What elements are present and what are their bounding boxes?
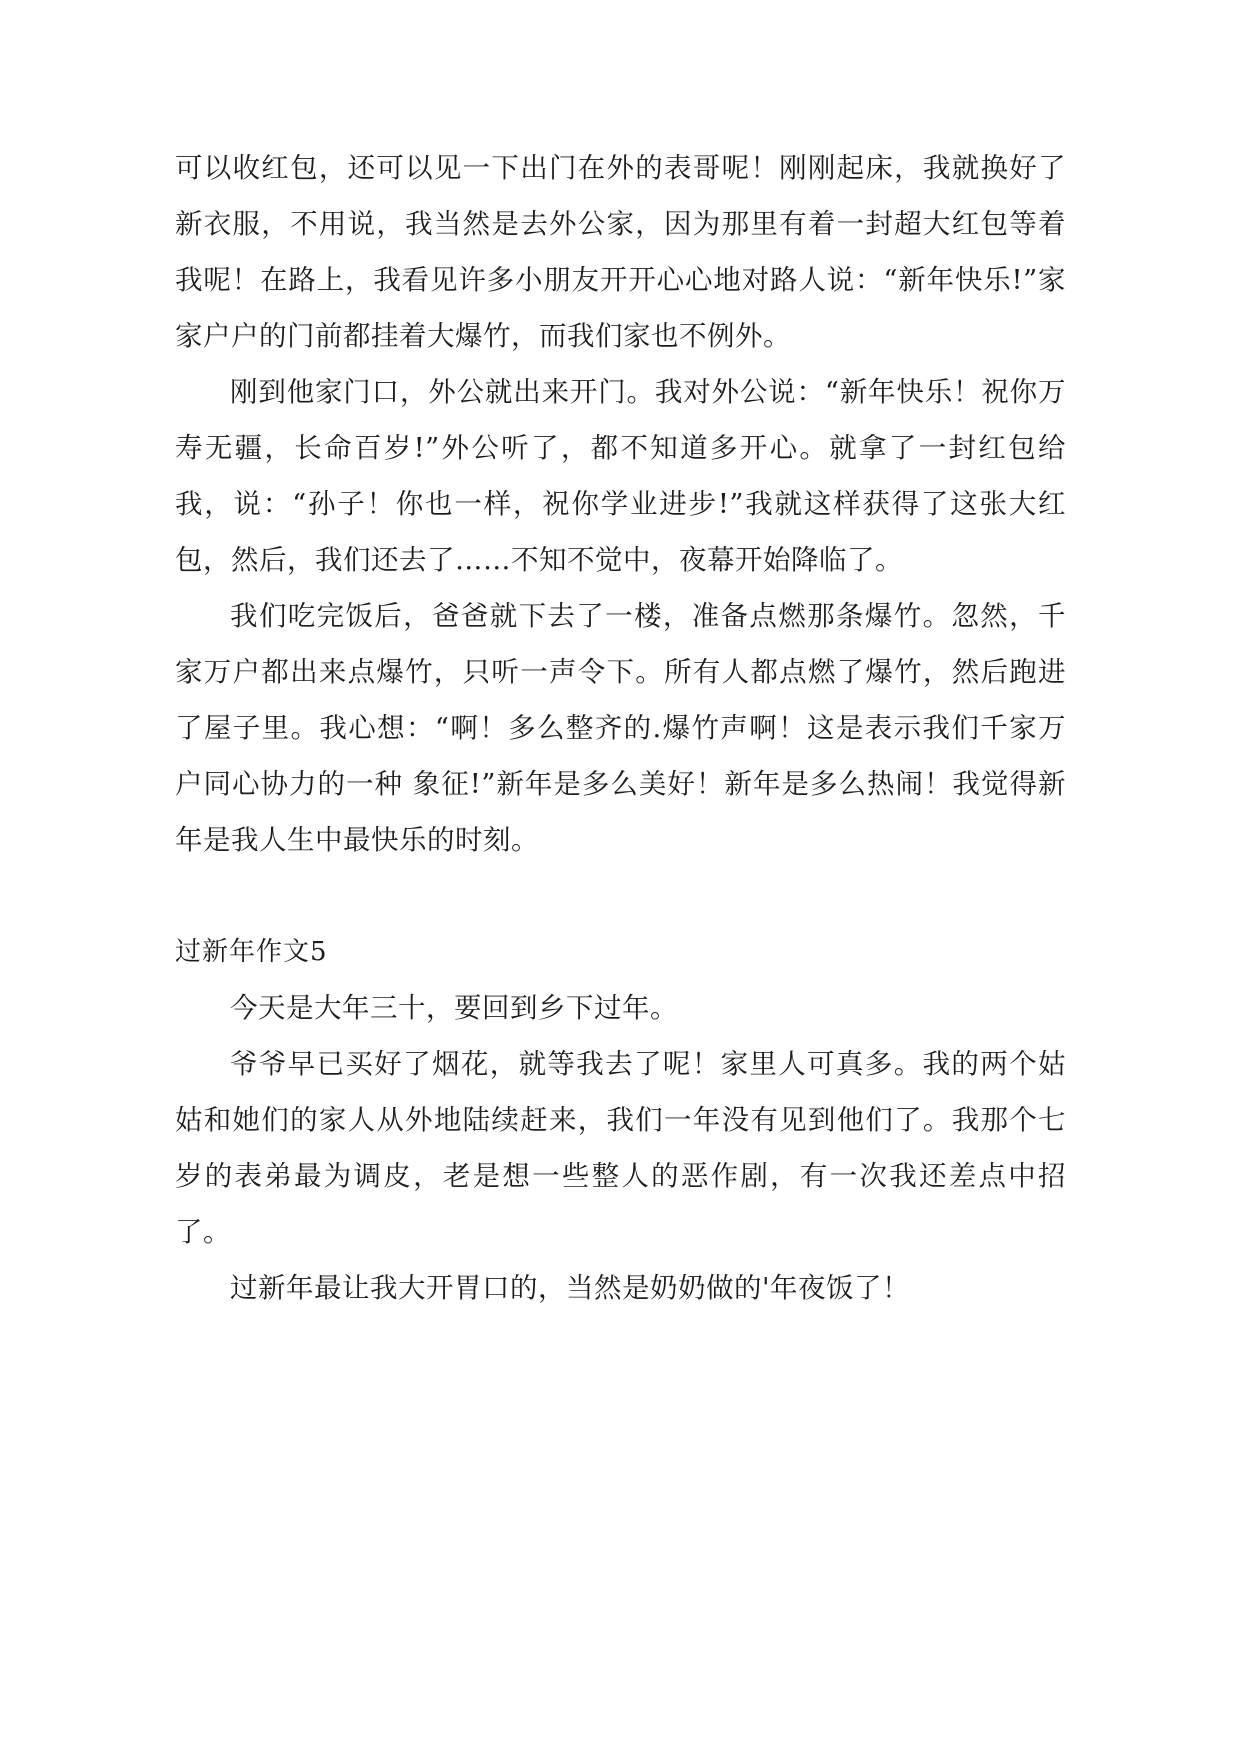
paragraph-continued: 可以收红包，还可以见一下出门在外的表哥呢！刚刚起床，我就换好了新衣服，不用说，我当然是去外公家，因为那里有着一封超大红包等着我呢！在路上，我看见许多小朋友开开心心地对路人说：“新年快乐!”家家户户的门前都挂着大爆竹，而我们家也不例外。 (175, 152, 1066, 352)
paragraph-grandpa-fireworks: 爷爷早已买好了烟花，就等我去了呢！家里人可真多。我的两个姑姑和她们的家人从外地陆续赶来，我们一年没有见到他们了。我那个七岁的表弟最为调皮，老是想一些整人的恶作剧，有一次我还差点中招了。 (175, 1048, 1066, 1248)
paragraph-dinner: 过新年最让我大开胃口的，当然是奶奶做的'年夜饭了！ (230, 1272, 911, 1304)
section-heading-5: 过新年作文5 (175, 937, 328, 967)
document-body (175, 140, 1066, 1316)
paragraph-grandpa-greeting: 刚到他家门口，外公就出来开门。我对外公说：“新年快乐！祝你万寿无疆，长命百岁!”外公听了，都不知道多开心。就拿了一封红包给我，说：“孙子！你也一样，祝你学业进步!”我就这样获得了这张大红包，然后，我们还去了……不知不觉中，夜幕开始降临了。 (175, 376, 1066, 576)
paragraph-firecrackers: 我们吃完饭后，爸爸就下去了一楼，准备点燃那条爆竹。忽然，千家万户都出来点爆竹，只听一声令下。所有人都点燃了爆竹，然后跑进了屋子里。我心想：“啊！多么整齐的.爆竹声啊！这是表示我们千家万户同心协力的一种 象征!”新年是多么美好！新年是多么热闹！我觉得新年是我人生中最快乐的时刻。 (175, 600, 1066, 856)
paragraph-new-year-eve: 今天是大年三十，要回到乡下过年。 (230, 992, 678, 1024)
